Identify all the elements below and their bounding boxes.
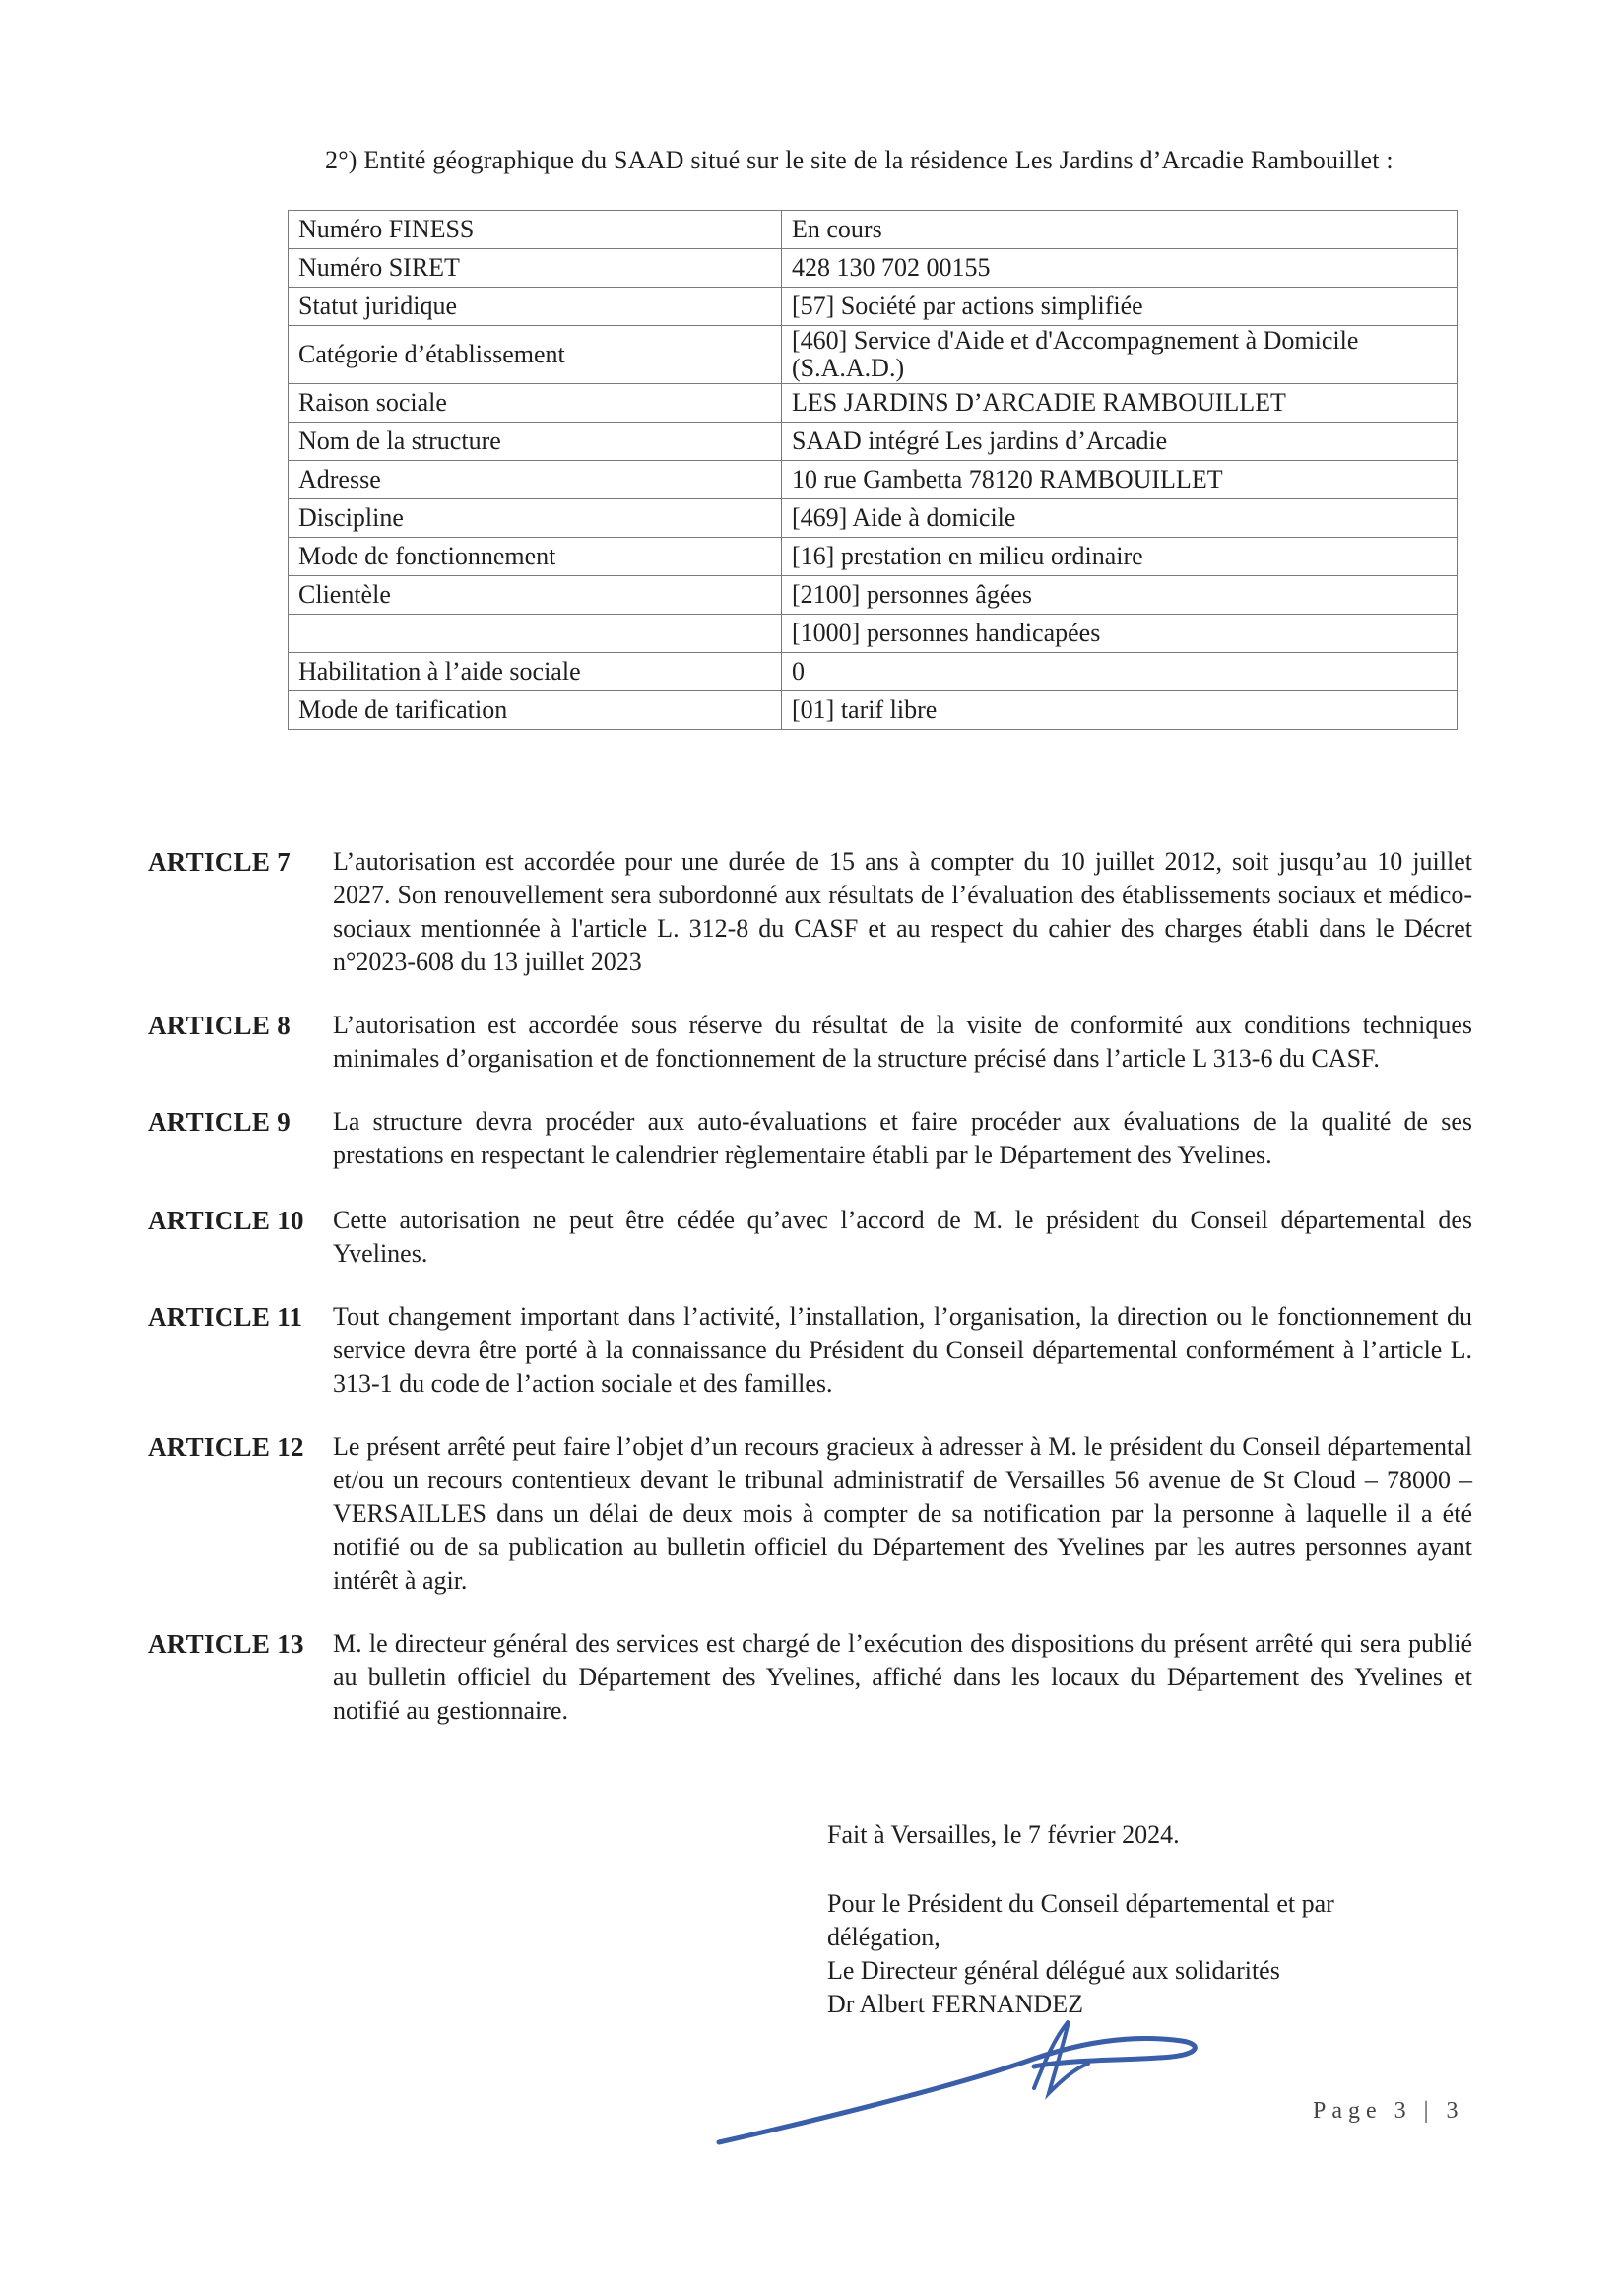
row-label: Adresse (289, 461, 782, 499)
article-text: L’autorisation est accordée sous réserve du résultat de la visite de conformité aux conditions techniques minimales d’organisation et de fonctionnement de la structure précisé dans l’article L 313-6 du CASF. (333, 1011, 1472, 1073)
table-row (289, 499, 1458, 538)
row-value: [1000] personnes handicapées (782, 615, 1458, 653)
row-value: [460] Service d'Aide et d'Accompagnement à Domicile (S.A.A.D.) (782, 326, 1458, 384)
row-value: [2100] personnes âgées (782, 576, 1458, 615)
row-value: 0 (782, 653, 1458, 691)
article-number: ARTICLE 8 (148, 1011, 292, 1040)
row-value: [57] Société par actions simplifiée (782, 288, 1458, 326)
article-number: ARTICLE 7 (148, 847, 292, 877)
signatory-title: Le Directeur général délégué aux solidarités (827, 1956, 1280, 1985)
row-label: Clientèle (289, 576, 782, 615)
section-heading: 2°) Entité géographique du SAAD situé sur le site de la résidence Les Jardins d’Arcadie Rambouillet : (325, 146, 1394, 174)
table-row (289, 653, 1458, 691)
table-row (289, 384, 1458, 423)
row-value: 428 130 702 00155 (782, 249, 1458, 288)
article-text: La structure devra procéder aux auto-évaluations et faire procéder aux évaluations de la qualité de ses prestations en respectant le calendrier règlementaire établi par le Département des Yvelines. (333, 1107, 1472, 1169)
table-row (289, 538, 1458, 576)
article-12 (148, 1430, 1472, 1598)
article-text: Cette autorisation ne peut être cédée qu’avec l’accord de M. le président du Conseil départemental des Yvelines. (333, 1206, 1472, 1268)
signatory-name: Dr Albert FERNANDEZ (827, 1990, 1083, 2018)
table-row (289, 326, 1458, 384)
row-value: [469] Aide à domicile (782, 499, 1458, 538)
place-date: Fait à Versailles, le 7 février 2024. (827, 1820, 1180, 1849)
article-number: ARTICLE 13 (148, 1629, 304, 1659)
article-number: ARTICLE 12 (148, 1432, 304, 1462)
table-row (289, 423, 1458, 461)
delegation-line: Pour le Président du Conseil départemental et par délégation, (827, 1889, 1334, 1951)
article-7 (148, 845, 1472, 979)
article-9 (148, 1105, 1472, 1172)
row-value: [16] prestation en milieu ordinaire (782, 538, 1458, 576)
table-row (289, 615, 1458, 653)
row-value: 10 rue Gambetta 78120 RAMBOUILLET (782, 461, 1458, 499)
row-value: En cours (782, 211, 1458, 249)
article-text: L’autorisation est accordée pour une durée de 15 ans à compter du 10 juillet 2012, soit jusqu’au 10 juillet 2027. Son renouvellement sera subordonné aux résultats de l’évaluation des établissements sociaux et médico-sociaux mentionnée à l'article L. 312-8 du CASF et au respect du cahier des charges établi dans le Décret n°2023-608 du 13 juillet 2023 (333, 847, 1472, 976)
row-value: SAAD intégré Les jardins d’Arcadie (782, 423, 1458, 461)
row-label: Numéro FINESS (289, 211, 782, 249)
article-13 (148, 1627, 1472, 1728)
row-label (289, 615, 782, 653)
row-label: Discipline (289, 499, 782, 538)
article-10 (148, 1204, 1472, 1271)
row-label: Nom de la structure (289, 423, 782, 461)
row-label: Mode de tarification (289, 691, 782, 730)
table-row (289, 576, 1458, 615)
row-label: Numéro SIRET (289, 249, 782, 288)
handwritten-signature (709, 2009, 1221, 2157)
article-8 (148, 1009, 1472, 1076)
info-table (288, 210, 1458, 730)
article-number: ARTICLE 10 (148, 1206, 304, 1235)
table-row (289, 249, 1458, 288)
article-number: ARTICLE 11 (148, 1302, 303, 1332)
row-label: Raison sociale (289, 384, 782, 423)
article-text: Le présent arrêté peut faire l’objet d’un recours gracieux à adresser à M. le président du Conseil départemental et/ou un recours contentieux devant le tribunal administratif de Versailles 56 avenue de St Cloud – 78000 – VERSAILLES dans un délai de deux mois à compter de sa notification par la personne à laquelle il a été notifié ou de sa publication au bulletin officiel du Département des Yvelines par les autres personnes ayant intérêt à agir. (333, 1432, 1472, 1595)
row-label: Habilitation à l’aide sociale (289, 653, 782, 691)
row-label: Statut juridique (289, 288, 782, 326)
table-row (289, 288, 1458, 326)
table-row (289, 461, 1458, 499)
row-label: Catégorie d’établissement (289, 326, 782, 384)
row-label: Mode de fonctionnement (289, 538, 782, 576)
page-footer: Page 3 | 3 (1313, 2098, 1464, 2124)
signatory-block (827, 1887, 1379, 2021)
table-row (289, 691, 1458, 730)
row-value: [01] tarif libre (782, 691, 1458, 730)
article-text: M. le directeur général des services est chargé de l’exécution des dispositions du présent arrêté qui sera publié au bulletin officiel du Département des Yvelines, affiché dans les locaux du Département des Yvelines et notifié au gestionnaire. (333, 1629, 1472, 1725)
table-row (289, 211, 1458, 249)
article-number: ARTICLE 9 (148, 1107, 292, 1137)
article-text: Tout changement important dans l’activité, l’installation, l’organisation, la direction ou le fonctionnement du service devra être porté à la connaissance du Président du Conseil départemental conformément à l’article L. 313-1 du code de l’action sociale et des familles. (333, 1302, 1472, 1398)
row-value: LES JARDINS D’ARCADIE RAMBOUILLET (782, 384, 1458, 423)
article-11 (148, 1300, 1472, 1401)
